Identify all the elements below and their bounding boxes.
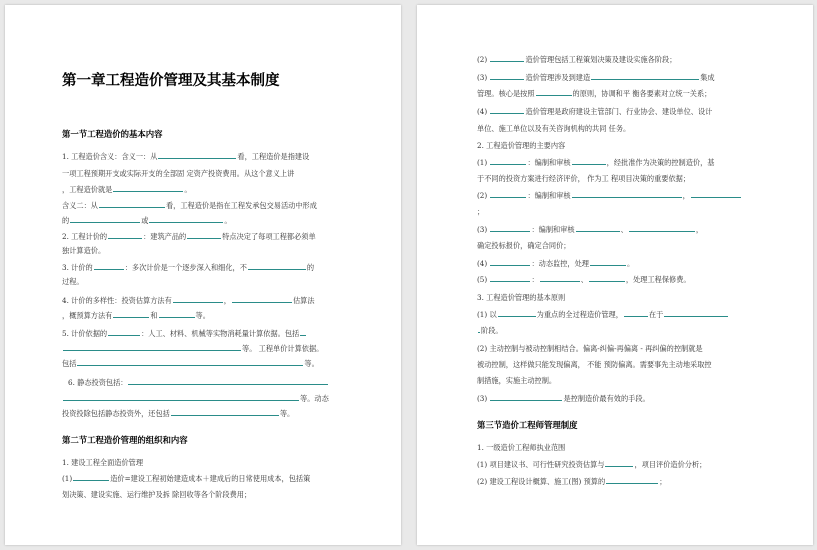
blank-underline	[99, 201, 165, 208]
text-line: 含义二：从 看，工程造价是指在工程发承包交易活动中形成	[62, 201, 317, 210]
text-line: 独计算造价。	[62, 246, 106, 255]
blank-underline	[576, 225, 620, 232]
text-line: 1. 一级造价工程师执业范围	[477, 443, 566, 452]
text-line: ，工程造价就是 。	[62, 185, 192, 194]
blank-underline	[540, 275, 580, 282]
text-line: (2) ：编制和审核 ，	[477, 191, 742, 200]
blank-underline	[629, 225, 695, 232]
blank-underline	[70, 216, 140, 223]
blank-underline	[490, 225, 530, 232]
text-line: 被动控制，这样做只能发现偏离， 不能 预防偏离。需要事先主动地采取控	[477, 360, 712, 369]
blank-underline	[624, 310, 648, 317]
blank-underline	[536, 89, 572, 96]
text-line: 等。动态	[62, 394, 329, 403]
text-line: 2. 工程造价管理的主要内容	[477, 141, 566, 150]
blank-underline	[490, 107, 524, 114]
text-line: 4. 计价的多样性：投资估算方法有 ， 估算法	[62, 296, 315, 305]
text-line: (3) 是控制造价最有效的手段。	[477, 394, 650, 403]
blank-underline	[478, 326, 480, 333]
blank-underline	[691, 191, 741, 198]
text-line: (3) 造价管理涉及到建造 集成	[477, 73, 715, 82]
text-line: (2) 造价管理包括工程策划决策及建设实施各阶段；	[477, 55, 677, 64]
text-line: 3. 计价的 ：多次计价是一个逐步深入和细化，不 的	[62, 263, 315, 272]
document-page-left	[5, 5, 401, 545]
blank-underline	[490, 259, 530, 266]
text-line: 投资投除包括静态投资外，还包括 等。	[62, 409, 295, 418]
text-line: (1) 项目建议书、可行性研究投资估算与 ，项目评价造价分析；	[477, 460, 707, 469]
blank-underline	[606, 477, 658, 484]
text-line: (2) 建设工程设计概算、施工(图) 预算的 ；	[477, 477, 667, 486]
text-line: 1. 工程造价含义：含义一：从 看，工程造价是指建设	[62, 152, 310, 161]
blank-underline	[63, 344, 241, 351]
blank-underline	[248, 263, 306, 270]
text-line: (1) 造价=建设工程初始建造成本＋建成后的日常使用成本，包括策	[62, 474, 311, 483]
text-line: ；	[477, 207, 485, 216]
text-line: 1. 建设工程全面造价管理	[62, 458, 144, 467]
text-line: 5. 计价依据的 ：人工、材料、机械等实物消耗量计算依据。包括	[62, 329, 307, 338]
text-line: (4) 造价管理是政府建设主管部门、行业协会、建设单位、设计	[477, 107, 713, 116]
text-line: (1) 以 为重点的全过程造价管理， 在于	[477, 310, 729, 319]
blank-underline	[664, 310, 728, 317]
section3-heading: 第三节造价工程师管理制度	[477, 420, 578, 430]
section2-heading: 第二节工程造价管理的组织和内容	[62, 435, 188, 445]
text-line: 等。 工程单价计算依据。	[62, 344, 323, 353]
text-line: 6. 静态投资包括：	[62, 378, 329, 387]
blank-underline	[490, 394, 562, 401]
blank-underline	[490, 158, 526, 165]
text-line: 管理。核心是按照 的原则，协调和平 衡各要素对立统一关系；	[477, 89, 712, 98]
blank-underline	[149, 216, 223, 223]
text-line: 阶段。	[477, 326, 503, 335]
blank-underline	[63, 394, 299, 401]
blank-underline	[605, 460, 633, 467]
text-line: 制措施，实施主动控制。	[477, 376, 557, 385]
blank-underline	[187, 232, 221, 239]
text-line: (1) ：编制和审核 ，经批准作为决策的控制造价，基	[477, 158, 715, 167]
text-line: 的 或 。	[62, 216, 232, 225]
chapter-title: 第一章工程造价管理及其基本制度	[62, 73, 280, 89]
text-line: (3) ：编制和审核 、 ，	[477, 225, 704, 234]
text-line: 包括 等。	[62, 359, 319, 368]
text-line: 2. 工程计价的 ：建筑产品的 特点决定了每项工程都必须单	[62, 232, 316, 241]
blank-underline	[108, 232, 142, 239]
blank-underline	[490, 275, 530, 282]
blank-underline	[94, 263, 124, 270]
text-line: 单位、施工单位以及有关咨询机构的共同 任务。	[477, 124, 631, 133]
blank-underline	[159, 311, 195, 318]
text-line: 3. 工程造价管理的基本原则	[477, 293, 566, 302]
text-line: (5) ： 、 ，处理工程保修费。	[477, 275, 691, 284]
blank-underline	[128, 378, 328, 385]
text-line: (4) ：动态监控，处理 。	[477, 259, 635, 268]
text-line: 于不同的投资方案进行经济评价， 作为工 程项目决策的重要依据；	[477, 174, 691, 183]
blank-underline	[490, 55, 524, 62]
blank-underline	[572, 191, 682, 198]
blank-underline	[232, 296, 292, 303]
text-line: 过程。	[62, 277, 84, 286]
blank-underline	[113, 311, 149, 318]
section1-heading: 第一节工程造价的基本内容	[62, 129, 163, 139]
text-line: 划决策、建设实施、运行维护及拆 除回收等各个阶段费用；	[62, 490, 252, 499]
blank-underline	[490, 73, 524, 80]
blank-underline	[300, 329, 306, 336]
blank-underline	[490, 191, 526, 198]
blank-underline	[572, 158, 606, 165]
blank-underline	[591, 73, 699, 80]
blank-underline	[173, 296, 223, 303]
blank-underline	[113, 185, 183, 192]
blank-underline	[73, 474, 109, 481]
text-line: 一项工程预期开支或实际开支的全部固 定资产投资费用。从这个意义上讲	[62, 169, 295, 178]
blank-underline	[171, 409, 279, 416]
blank-underline	[590, 259, 626, 266]
text-line: (2) 主动控制与被动控制相结合。偏离-纠偏-再偏离 - 再纠偏的控制就是	[477, 344, 703, 353]
text-line: ，概预算方法有 和 等。	[62, 311, 210, 320]
blank-underline	[498, 310, 536, 317]
document-page-right	[417, 5, 813, 545]
text-line: 确定投标报价，确定合同价；	[477, 241, 571, 250]
blank-underline	[589, 275, 625, 282]
blank-underline	[77, 359, 303, 366]
blank-underline	[158, 152, 236, 159]
blank-underline	[108, 329, 140, 336]
